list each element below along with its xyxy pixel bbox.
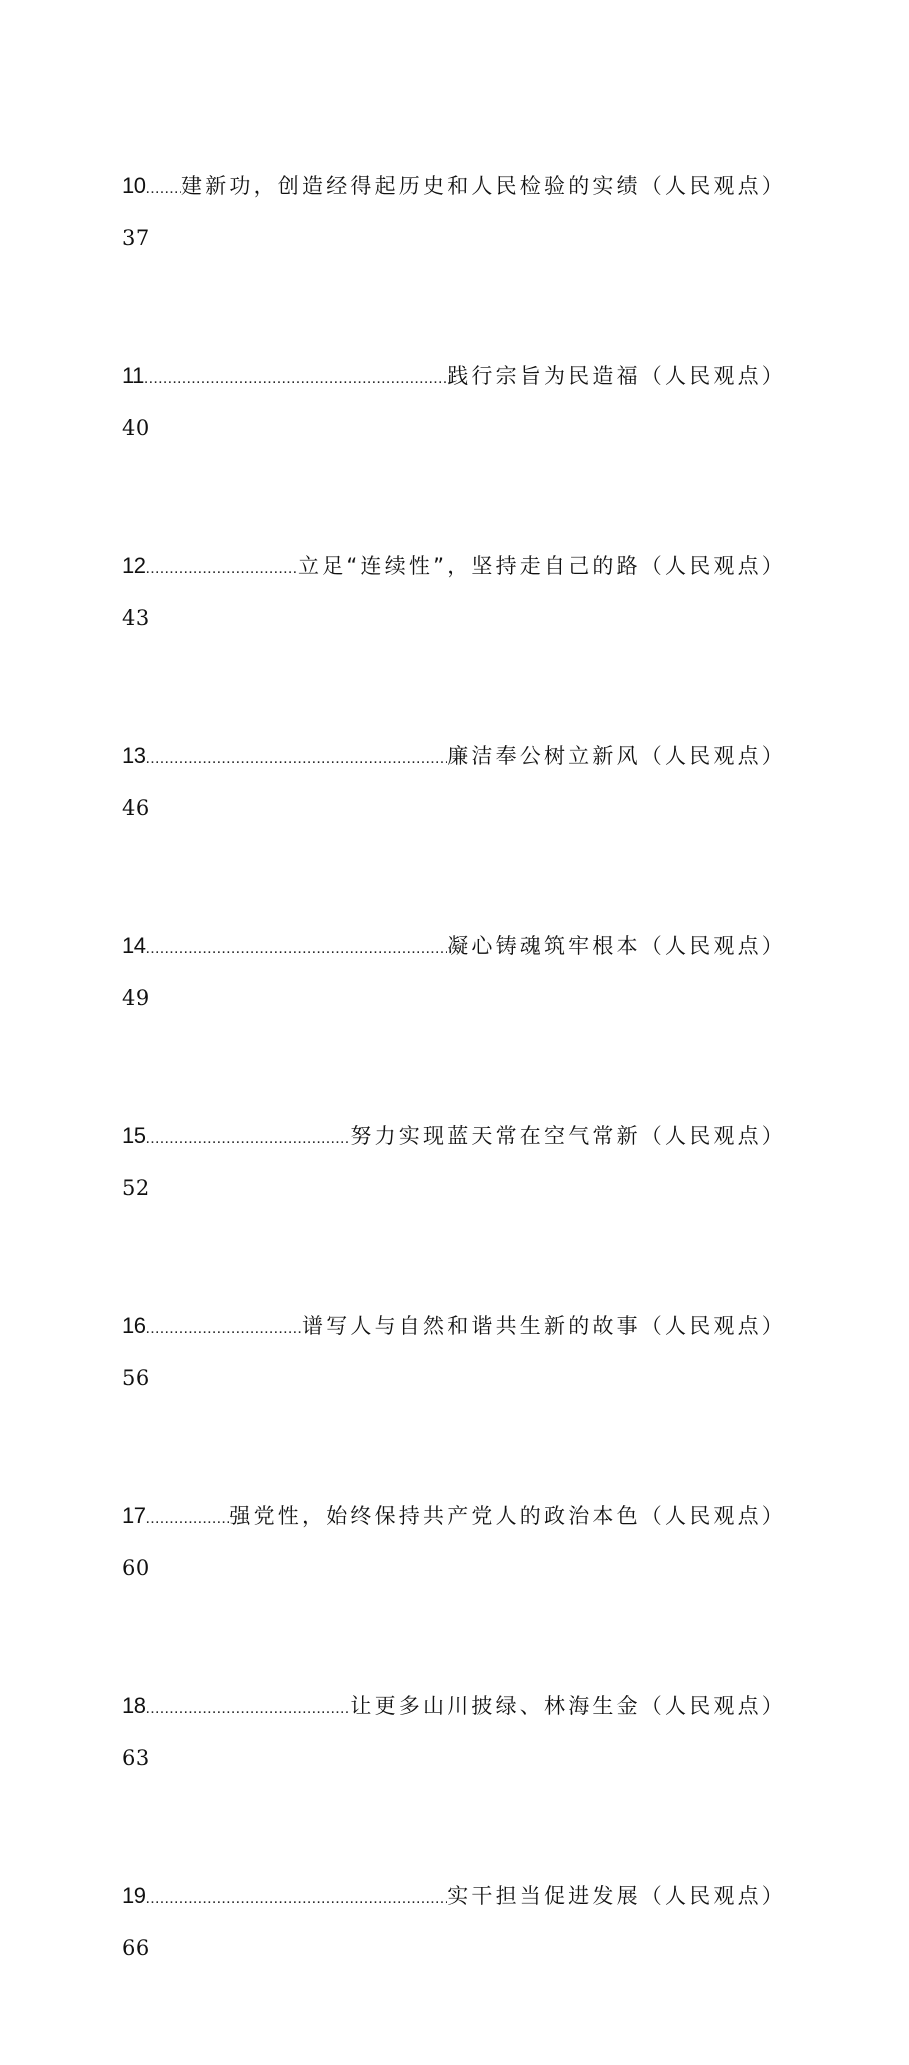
toc-entry-line[interactable] [122,165,786,207]
toc-entry-number: 13 [122,743,146,768]
toc-entry-number: 16 [122,1313,146,1338]
toc-entry[interactable] [122,1875,786,2065]
toc-entry-title: 建新功，创造经得起历史和人民检验的实绩（人民观点） [181,174,786,198]
toc-entry[interactable] [122,165,786,355]
toc-entry[interactable] [122,545,786,735]
toc-entry-title: 让更多山川披绿、林海生金（人民观点） [350,1694,786,1718]
toc-entry[interactable] [122,1115,786,1305]
dot-leader [145,928,447,970]
toc-entry-number: 17 [122,1503,146,1528]
dot-leader [145,1878,447,1920]
dot-leader [145,1688,350,1730]
toc-entry[interactable] [122,735,786,925]
table-of-contents [122,165,786,2065]
toc-entry-title: 廉洁奉公树立新风（人民观点） [447,744,786,768]
dot-leader [144,358,447,400]
toc-entry-number: 14 [122,933,146,958]
toc-entry-title: 践行宗旨为民造福（人民观点） [447,364,786,388]
toc-entry[interactable] [122,355,786,545]
dot-leader [145,1118,350,1160]
toc-entry-page-number: 60 [122,1556,150,1580]
toc-entry-number: 18 [122,1693,146,1718]
toc-entry-line[interactable] [122,1875,786,1917]
dot-leader [145,738,447,780]
toc-entry-line[interactable] [122,735,786,777]
toc-entry[interactable] [122,1685,786,1875]
dot-leader [145,548,298,590]
dot-leader [145,168,181,210]
toc-entry-line[interactable] [122,1115,786,1157]
toc-entry-number: 15 [122,1123,146,1148]
toc-entry-number: 10 [122,173,146,198]
toc-entry-page-number: 56 [122,1366,150,1390]
toc-entry-number: 12 [122,553,146,578]
dot-leader [145,1308,302,1350]
toc-entry-number: 19 [122,1883,146,1908]
toc-entry-title: 实干担当促进发展（人民观点） [447,1884,786,1908]
toc-entry-page-number: 37 [122,226,150,250]
toc-entry-title: 谱写人与自然和谐共生新的故事（人民观点） [302,1314,786,1338]
toc-entry-title: 凝心铸魂筑牢根本（人民观点） [447,934,786,958]
toc-entry-title: 强党性，始终保持共产党人的政治本色（人民观点） [229,1504,786,1528]
toc-entry[interactable] [122,1305,786,1495]
toc-entry[interactable] [122,1495,786,1685]
toc-entry-page-number: 46 [122,796,150,820]
dot-leader [145,1498,229,1540]
toc-entry-line[interactable] [122,1305,786,1347]
toc-entry-number: 11 [122,363,144,388]
toc-entry-page-number: 52 [122,1176,150,1200]
toc-entry-page-number: 63 [122,1746,150,1770]
toc-entry-page-number: 43 [122,606,150,630]
toc-entry-line[interactable] [122,355,786,397]
toc-entry-title: 努力实现蓝天常在空气常新（人民观点） [350,1124,786,1148]
toc-entry-page-number: 66 [122,1936,150,1960]
toc-entry-page-number: 49 [122,986,150,1010]
toc-entry[interactable] [122,925,786,1115]
toc-entry-line[interactable] [122,1685,786,1727]
toc-entry-title: 立足“连续性”，坚持走自己的路（人民观点） [298,554,786,578]
toc-entry-line[interactable] [122,1495,786,1537]
toc-entry-line[interactable] [122,545,786,587]
toc-entry-line[interactable] [122,925,786,967]
toc-entry-page-number: 40 [122,416,150,440]
